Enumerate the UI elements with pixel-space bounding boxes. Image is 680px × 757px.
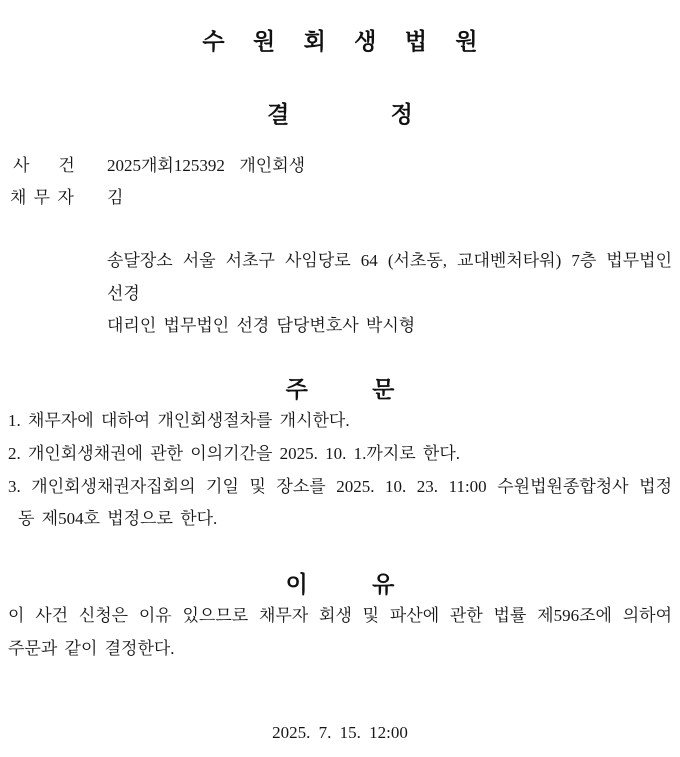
order-item-3: 3. 개인회생채권자집회의 기일 및 장소를 2025. 10. 23. 11:00 수원법원종합청사 법정 <box>8 477 672 496</box>
order-item-3-continuation: 동 제504호 법정으로 한다. <box>18 509 218 528</box>
order-item-1: 1. 채무자에 대하여 개인회생절차를 개시한다. <box>8 411 350 430</box>
case-number-label: 사 건 <box>13 156 75 175</box>
order-item-2: 2. 개인회생채권에 관한 이의기간을 2025. 10. 1.까지로 한다. <box>8 444 461 463</box>
debtor-label: 채 무 자 <box>10 188 74 207</box>
order-section-heading: 주 문 <box>285 376 395 402</box>
reason-text-line-2: 주문과 같이 결정한다. <box>8 639 175 658</box>
reason-section-heading: 이 유 <box>285 571 395 597</box>
service-address-line-2: 선경 <box>107 284 140 303</box>
debtor-name: 김 <box>107 188 124 207</box>
attorney-line: 대리인 법무법인 선경 담당변호사 박시형 <box>107 316 416 335</box>
decision-title: 결 정 <box>267 101 413 127</box>
reason-text-line-1: 이 사건 신청은 이유 있으므로 채무자 회생 및 파산에 관한 법률 제596조에 의하여 <box>8 606 672 625</box>
decision-datetime: 2025. 7. 15. 12:00 <box>272 723 408 742</box>
case-number-value: 2025개회125392 개인회생 <box>107 156 306 175</box>
service-address-line-1: 송달장소 서울 서초구 사임당로 64 (서초동, 교대벤처타워) 7층 법무법인 <box>107 251 672 270</box>
court-name-title: 수 원 회 생 법 원 <box>202 28 478 54</box>
